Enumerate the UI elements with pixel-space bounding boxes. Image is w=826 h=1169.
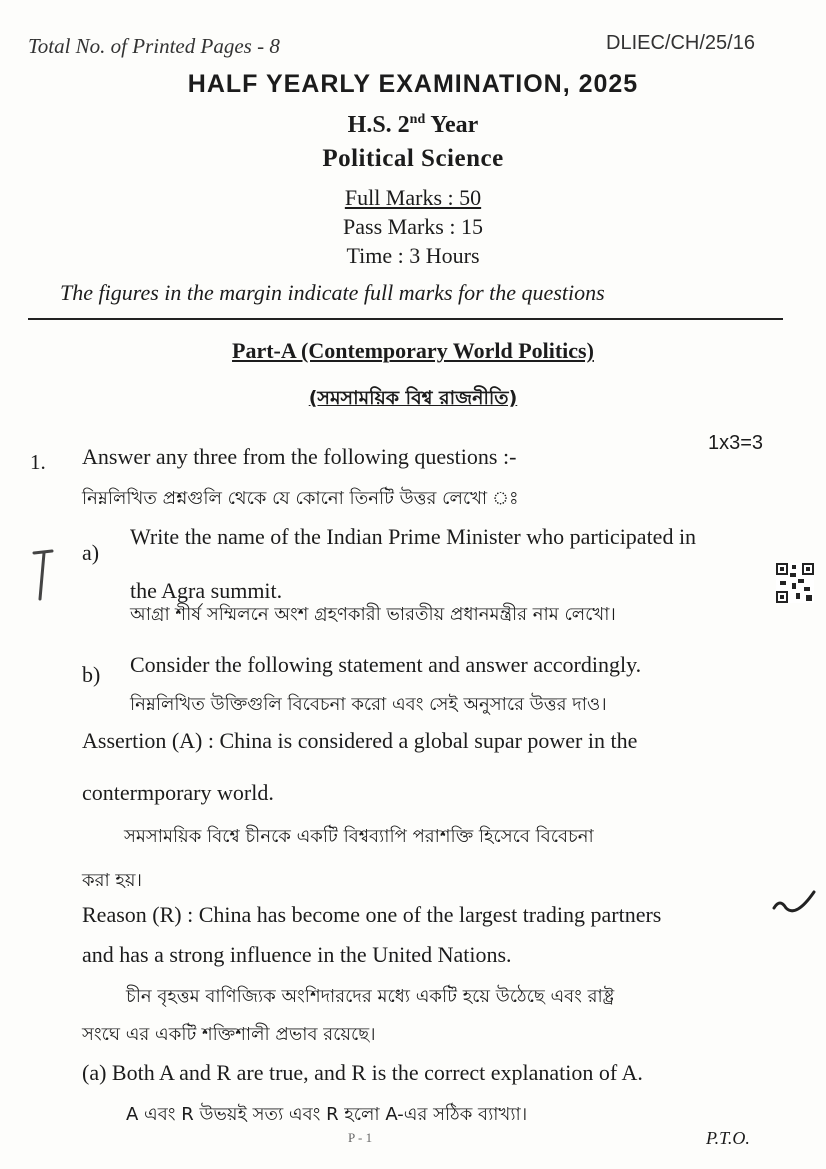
subq-a-bengali: আগ্রা শীর্ষ সম্মিলনে অংশ গ্রহণকারী ভারতীয় প্রধানমন্ত্রীর নাম লেখো। bbox=[130, 604, 616, 625]
option-a: (a) Both A and R are true, and R is the correct explanation of A. bbox=[82, 1060, 643, 1085]
marks-instruction: The figures in the margin indicate full marks for the questions bbox=[60, 280, 605, 305]
check-mark-icon bbox=[770, 888, 820, 918]
year-prefix: H.S. 2 bbox=[347, 112, 410, 138]
reason-bengali-line1: চীন বৃহত্তম বাণিজ্যিক অংশিদারদের মধ্যে একটি হয়ে উঠেছে এবং রাষ্ট্র bbox=[126, 986, 615, 1007]
page-mark: P - 1 bbox=[348, 1130, 373, 1145]
exam-title: HALF YEARLY EXAMINATION, 2025 bbox=[187, 70, 639, 98]
full-marks-text: Full Marks : 50 bbox=[344, 185, 482, 210]
qr-code-icon bbox=[776, 563, 814, 603]
assertion-bengali-line1: সমসাময়িক বিশ্বে চীনকে একটি বিশ্বব্যাপি পরাশক্তি হিসেবে বিবেচনা bbox=[124, 826, 594, 847]
part-title-text: Part-A (Contemporary World Politics) bbox=[232, 338, 594, 363]
year-suffix: Year bbox=[425, 112, 479, 138]
reason-line2: and has a strong influence in the United Nations. bbox=[82, 942, 512, 967]
header-divider bbox=[28, 318, 783, 320]
part-title-bengali bbox=[0, 384, 826, 416]
subq-b-line1: Consider the following statement and answer accordingly. bbox=[130, 652, 642, 677]
part-title-bengali-text: (সমসাময়িক বিশ্ব রাজনীতি) bbox=[308, 387, 518, 409]
question-text-bengali: নিম্নলিখিত প্রশ্নগুলি থেকে যে কোনো তিনটি উত্তর লেখো ঃ bbox=[82, 488, 519, 509]
year-sup: nd bbox=[409, 112, 426, 127]
question-marks: 1x3=3 bbox=[708, 432, 764, 454]
pen-stroke-mark bbox=[30, 545, 60, 605]
reason-line1: Reason (R) : China has become one of the largest trading partners bbox=[82, 902, 662, 927]
pass-marks: Pass Marks : 15 bbox=[343, 214, 483, 239]
subq-a-line2: the Agra summit. bbox=[130, 578, 283, 603]
subject-title: Political Science bbox=[322, 145, 504, 172]
subq-b-label: b) bbox=[82, 662, 101, 687]
assertion-bengali-line2: করা হয়। bbox=[82, 870, 142, 891]
printed-pages-label: Total No. of Printed Pages - 8 bbox=[28, 34, 280, 58]
assertion-line1: Assertion (A) : China is considered a global supar power in the bbox=[82, 728, 638, 753]
option-a-bengali: A এবং R উভয়ই সত্য এবং R হলো A-এর সঠিক ব্যাখ্যা। bbox=[126, 1104, 528, 1125]
class-year bbox=[0, 112, 826, 139]
question-text: Answer any three from the following questions :- bbox=[82, 444, 517, 469]
subq-a-line1: Write the name of the Indian Prime Minister who participated in bbox=[130, 524, 697, 549]
assertion-line2: contermporary world. bbox=[82, 780, 274, 805]
full-marks bbox=[0, 185, 826, 211]
exam-time: Time : 3 Hours bbox=[346, 243, 480, 268]
subq-b-bengali: নিম্নলিখিত উক্তিগুলি বিবেচনা করো এবং সেই অনুসারে উত্তর দাও। bbox=[130, 694, 607, 715]
paper-code: DLIEC/CH/25/16 bbox=[606, 32, 755, 54]
subq-a-label: a) bbox=[82, 540, 100, 565]
pto-label: P.T.O. bbox=[706, 1128, 750, 1148]
reason-bengali-line2: সংঘে এর একটি শক্তিশালী প্রভাব রয়েছে। bbox=[82, 1024, 376, 1045]
question-number: 1. bbox=[30, 450, 46, 474]
part-title bbox=[0, 338, 826, 364]
